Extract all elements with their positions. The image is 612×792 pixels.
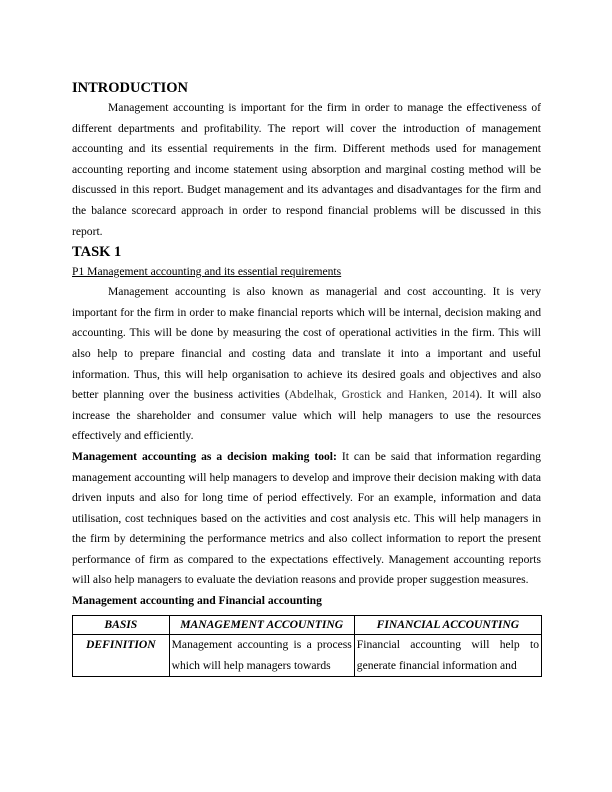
document-page [72,78,541,677]
task1-paragraph-1 [72,282,541,447]
paragraph-1-text-before: Management accounting is also known as managerial and cost accounting. It is very important for the firm in order to make financial reports which will be internal, decision making and accounting. This will be done by measuring the cost of operational activities in the firm. This will also help to prepare financial and costing data and translate it into a important and useful information. Thus, this will help organisation to achieve its desired goals and objectives and also better planning over the business activities ( [72,285,541,402]
paragraph-2-text: It can be said that information regarding management accounting will help managers to develop and improve their decision making with data driven inputs and also for long time of period effectively. For an example, information and data utilisation, cost techniques based on the activities and cost analysis etc. This will help managers in the firm by determining the performance metrics and also collect information to report the present performance of firm as compared to the expectations effectively. Management accounting reports will also help managers to evaluate the deviation reasons and provide proper suggestion measures. [72,449,541,587]
introduction-heading: INTRODUCTION [72,80,189,96]
row-financial-cell: Financial accounting will help to generate financial information and [354,635,541,677]
citation: Abdelhak, Grostick and Hanken, 2014 [288,388,476,402]
table-row [73,635,542,677]
comparison-table-title: Management accounting and Financial accounting [72,594,322,608]
header-financial-accounting: FINANCIAL ACCOUNTING [354,616,541,635]
paragraph-2-lead: Management accounting as a decision making tool: [72,449,337,463]
task1-heading: TASK 1 [72,244,122,261]
paragraph-1-text-after: ). It will also increase the shareholder and consumer value which will help managers to use the resources effectively and efficiently. [72,388,542,443]
comparison-table [72,615,542,677]
header-basis: BASIS [73,616,170,635]
task1-paragraph-2 [72,447,541,591]
introduction-paragraph: Management accounting is important for the firm in order to manage the effectiveness of different departments and profitability. The report will cover the introduction of management accounting and its essential requirements in the firm. Different methods used for management accounting reporting and income statement using absorption and marginal costing method will be discussed in this report. Budget management and its advantages and disadvantages for the firm and the balance scorecard approach in order to respond financial problems will be discussed in this report. [72,101,541,238]
table-header-row [73,616,542,635]
header-management-accounting: MANAGEMENT ACCOUNTING [169,616,354,635]
task1-subheading: P1 Management accounting and its essential requirements [72,265,342,279]
row-basis-cell: DEFINITION [73,635,170,677]
row-management-cell: Management accounting is a process which will help managers towards [169,635,354,677]
